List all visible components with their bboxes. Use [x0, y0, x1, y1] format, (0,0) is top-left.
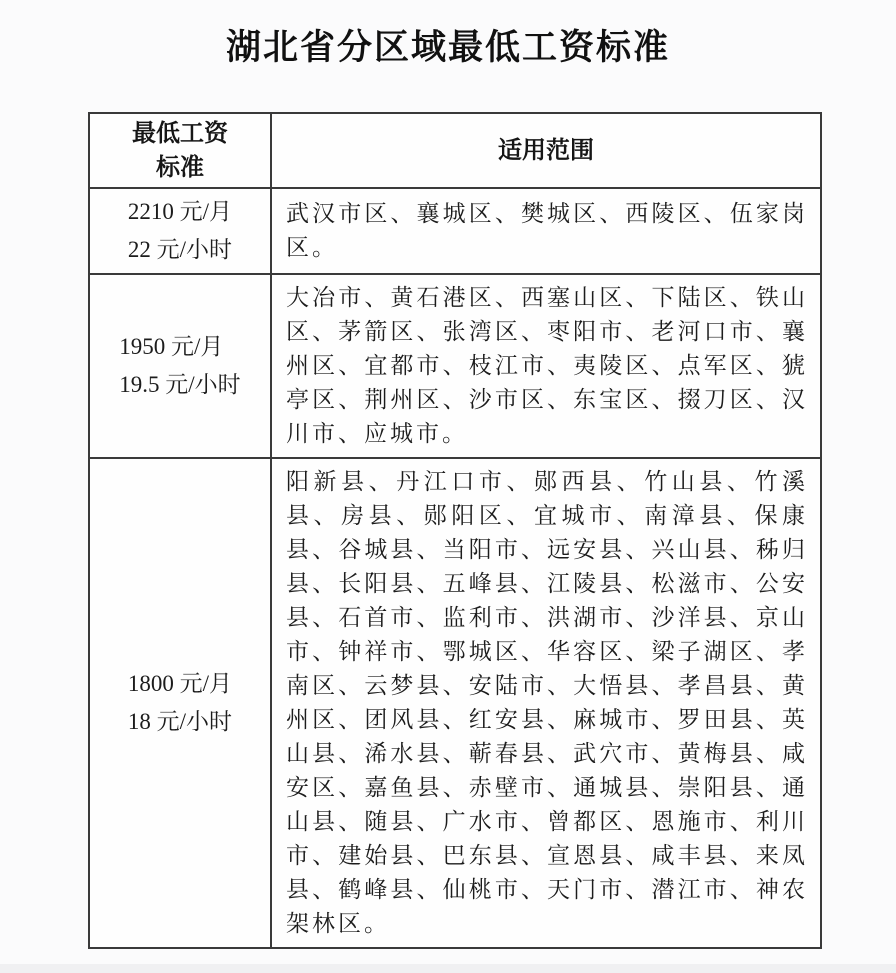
bottom-strip: [0, 964, 896, 973]
page-title: 湖北省分区域最低工资标准: [225, 28, 670, 67]
wage-hourly-tier3: 18 元/小时: [127, 709, 233, 734]
wage-monthly-tier1: 2210 元/月: [127, 199, 233, 224]
wage-cell-tier1: [89, 188, 271, 274]
wage-block-tier1: [128, 193, 232, 269]
wage-cell-tier3: [89, 458, 271, 948]
wage-hourly-tier2: 19.5 元/小时: [119, 372, 241, 397]
wage-hourly-tier1: 22 元/小时: [127, 237, 233, 262]
table-row-tier2: [89, 274, 821, 458]
table-header-row: [89, 113, 821, 188]
wage-block-tier3: [128, 665, 232, 741]
header-wage-standard-label: 最低工资标准: [132, 119, 228, 181]
scope-cell-tier1: 武汉市区、襄城区、樊城区、西陵区、伍家岗区。: [271, 188, 821, 274]
wage-monthly-tier3: 1800 元/月: [127, 671, 233, 696]
scope-cell-tier2: 大冶市、黄石港区、西塞山区、下陆区、铁山区、茅箭区、张湾区、枣阳市、老河口市、襄州区、宜都市、枝江市、夷陵区、点军区、猇亭区、荆州区、沙市区、东宝区、掇刀区、汉川市、应城市。: [271, 274, 821, 458]
wage-block-tier2: [119, 328, 240, 404]
table-row-tier1: [89, 188, 821, 274]
wage-monthly-tier2: 1950 元/月: [119, 334, 224, 359]
header-applicable-scope: [271, 113, 821, 188]
header-wage-standard: [89, 113, 271, 188]
header-applicable-scope-label: 适用范围: [498, 136, 594, 164]
table-row-tier3: [89, 458, 821, 948]
wage-cell-tier2: [89, 274, 271, 458]
minimum-wage-table: [88, 112, 822, 949]
scope-cell-tier3: 阳新县、丹江口市、郧西县、竹山县、竹溪县、房县、郧阳区、宜城市、南漳县、保康县、谷城县、当阳市、远安县、兴山县、秭归县、长阳县、五峰县、江陵县、松滋市、公安县、石首市、监利市、洪湖市、沙洋县、京山市、钟祥市、鄂城区、华容区、梁子湖区、孝南区、云梦县、安陆市、大悟县、孝昌县、黄州区、团风县、红安县、麻城市、罗田县、英山县、浠水县、蕲春县、武穴市、黄梅县、咸安区、嘉鱼县、赤壁市、通城县、崇阳县、通山县、随县、广水市、曾都区、恩施市、利川市、建始县、巴东县、宣恩县、咸丰县、来凤县、鹤峰县、仙桃市、天门市、潜江市、神农架林区。: [271, 458, 821, 948]
